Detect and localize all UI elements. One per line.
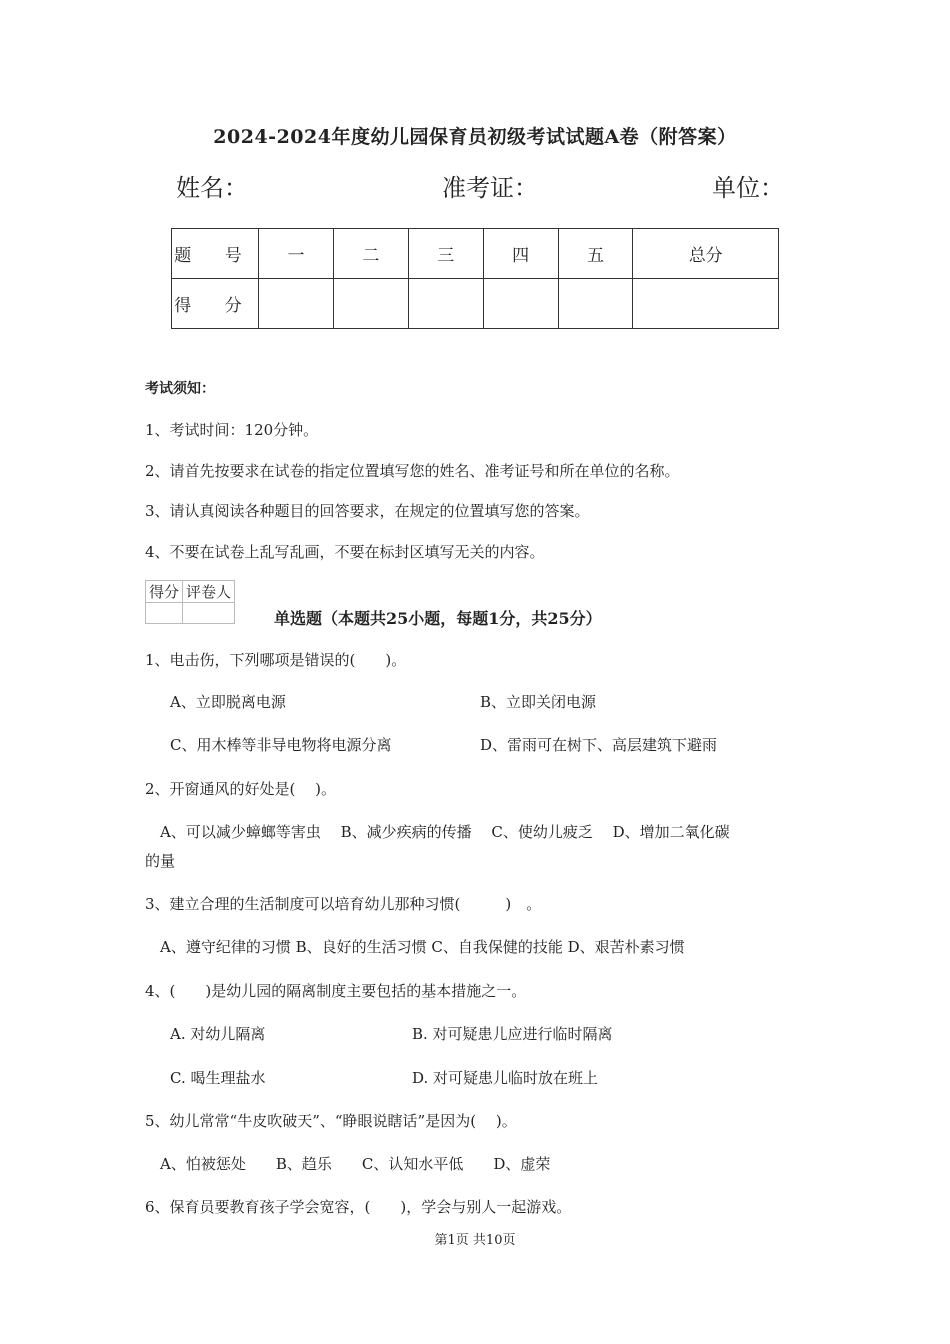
score-cell[interactable] (408, 279, 483, 329)
score-header-cell: 二 (333, 229, 408, 279)
score-cell[interactable] (483, 279, 558, 329)
option-4a: A. 对幼儿隔离 (170, 1025, 266, 1043)
section-title: 单选题（本题共25小题，每题1分，共25分） (274, 609, 602, 628)
score-cell[interactable] (633, 279, 779, 329)
question-2-options: A、可以减少蟑螂等害虫 B、减少疾病的传播 C、使幼儿疲乏 D、增加二氧化碳 (145, 823, 730, 841)
question-5: 5、幼儿常常“牛皮吹破天”、“睁眼说瞎话”是因为( )。 (145, 1112, 517, 1130)
page-title: 2024-2024年度幼儿园保育员初级考试试题A卷（附答案） (213, 126, 737, 148)
question-2: 2、开窗通风的好处是( )。 (145, 780, 337, 798)
option-4b: B. 对可疑患儿应进行临时隔离 (412, 1025, 613, 1043)
score-header-cell: 一 (259, 229, 334, 279)
question-3: 3、建立合理的生活制度可以培育幼儿那种习惯( ) 。 (145, 895, 542, 913)
score-cell[interactable] (333, 279, 408, 329)
score-table-score-row (172, 279, 779, 329)
question-3-options: A、遵守纪律的习惯 B、良好的生活习惯 C、自我保健的技能 D、艰苦朴素习惯 (145, 938, 685, 956)
score-header-cell: 题 号 (172, 229, 259, 279)
question-1: 1、电击伤，下列哪项是错误的( )。 (145, 651, 407, 669)
option-1b: B、立即关闭电源 (480, 693, 597, 711)
grader-reviewer-label: 评卷人 (183, 581, 235, 603)
question-6: 6、保育员要教育孩子学会宽容，( )，学会与别人一起游戏。 (145, 1198, 572, 1216)
score-cell[interactable] (558, 279, 633, 329)
question-2-options-cont: 的量 (145, 852, 176, 870)
unit-label: 单位： (712, 174, 784, 202)
grader-score-cell[interactable] (146, 603, 183, 624)
grader-reviewer-cell[interactable] (183, 603, 235, 624)
notice-title: 考试须知： (145, 381, 215, 397)
score-row-label: 得 分 (172, 279, 259, 329)
grader-score-label: 得分 (146, 581, 183, 603)
score-header-cell: 五 (558, 229, 633, 279)
name-label: 姓名： (176, 174, 248, 202)
score-header-cell: 三 (408, 229, 483, 279)
option-1a: A、立即脱离电源 (170, 693, 286, 711)
notice-item: 2、请首先按要求在试卷的指定位置填写您的姓名、准考证号和所在单位的名称。 (145, 462, 680, 480)
score-cell[interactable] (259, 279, 334, 329)
notice-item: 1、考试时间：120分钟。 (145, 421, 319, 439)
notice-item: 3、请认真阅读各种题目的回答要求，在规定的位置填写您的答案。 (145, 502, 590, 520)
score-table (171, 228, 779, 329)
option-4c: C. 喝生理盐水 (170, 1069, 266, 1087)
exam-id-label: 准考证： (442, 174, 538, 202)
question-4: 4、( )是幼儿园的隔离制度主要包括的基本措施之一。 (145, 982, 527, 1000)
question-5-options: A、怕被惩处 B、趋乐 C、认知水平低 D、虚荣 (145, 1155, 551, 1173)
notice-item: 4、不要在试卷上乱写乱画，不要在标封区填写无关的内容。 (145, 543, 545, 561)
score-header-cell: 总分 (633, 229, 779, 279)
option-4d: D. 对可疑患儿临时放在班上 (412, 1069, 599, 1087)
page-footer: 第1页 共10页 (434, 1233, 516, 1248)
score-header-cell: 四 (483, 229, 558, 279)
score-table-header-row (172, 229, 779, 279)
option-1d: D、雷雨可在树下、高层建筑下避雨 (480, 736, 718, 754)
grader-box (145, 580, 235, 624)
option-1c: C、用木棒等非导电物将电源分离 (170, 736, 392, 754)
